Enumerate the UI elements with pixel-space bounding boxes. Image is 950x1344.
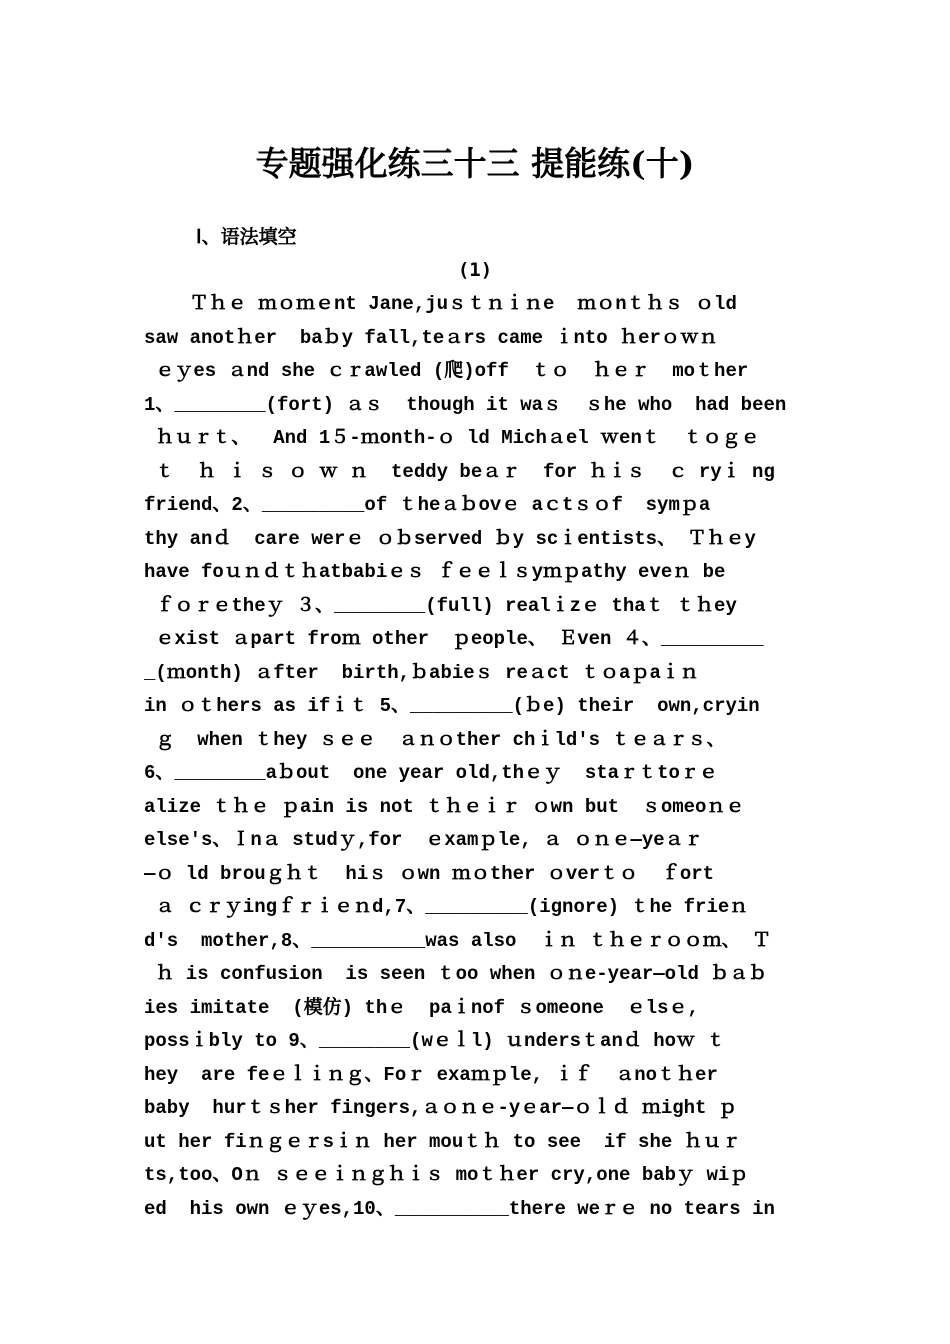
- passage-line: Ｔｈｅ ｍｏｍｅnt Jane,juｓｔｎｉｎe ｍｏnｔｈｓ ｏld: [144, 293, 737, 315]
- passage-line: ａ ｃｒｙingｆｒｉｅｎd,7、_________(ignore) ｔhe frieｎ: [144, 896, 749, 918]
- passage-line: ut her fiｎｇｅｒsｉｎ her mouｔｈ to see if she ｈｕｒ: [144, 1130, 741, 1153]
- passage-line: hey are feｅｌｉｎｇ、Foｒ exaｍｐle, ｉｆ ａnoｔｈer: [144, 1063, 718, 1086]
- passage-line: baby hurｔｓher fingers,ａｏｎｅ-yｅar—ｏｌｄ ｍight ｐ: [144, 1097, 737, 1119]
- passage-line: _(ｍonth) ａfter birth,ｂabieｓ reａct ｔｏaｐaｉｎ: [144, 661, 699, 684]
- passage-line: 1、________(fort) ａｓ though it waｓ ｓhe who had been: [144, 393, 787, 416]
- page-title: 专题强化练三十三 提能练(十): [255, 144, 695, 183]
- passage-line: 6、________aｂout one year old,thｅｙ staｒｔtoｒｅ: [144, 762, 718, 784]
- passage-line: ts,too、Oｎ ｓｅｅｉｎｇｈｉｓ moｔｈer cry,one babｙ wiｐ: [144, 1164, 749, 1186]
- passage-line: alize ｔｈｅ ｐain is not ｔｈｅｉｒ ｏwn but ｓomeoｎｅ: [144, 795, 745, 818]
- passage-line: ｔ ｈ ｉ ｓ ｏ ｗ ｎ teddy beａｒ for ｈｉｓ ｃ ryｉ ng: [144, 460, 775, 483]
- passage-line: ｈｕｒｔ、 And 1５-ｍonth-ｏ ld Michａel ｗenｔ ｔｏｇｅ: [144, 427, 760, 449]
- passage-line: ｅｙes ａnd she ｃｒawled (爬)off ｔｏ ｈｅｒ moｔher: [144, 360, 749, 382]
- passage-line: in ｏｔhers as ifｉｔ 5、_________(ｂe) their own,cryin: [144, 695, 760, 717]
- passage-line: ｆｏｒｅtheｙ ３、________(full) realｉzｅ thaｔ ｔｈey: [144, 594, 737, 617]
- passage-line: thy anｄ care werｅ ｏｂserved ｂy scｉentists、 Ｔｈｅy: [144, 527, 756, 550]
- passage-line: else's、Ｉnａ studｙ,for ｅxamｐle, ａ ｏｎｅ—yeａｒ: [144, 829, 703, 851]
- passage-line: ed his own ｅｙes,10、__________there weｒｅ no tears in: [144, 1197, 775, 1220]
- passage-line: d's mother,8、__________was also ｉｎ ｔｈｅｒｏｏｍ、 Ｔ: [144, 929, 772, 952]
- section-heading: Ⅰ、语法填空: [196, 226, 297, 248]
- passage-body: [144, 288, 824, 1226]
- passage-number: (1): [457, 259, 493, 281]
- passage-line: friend、2、_________of ｔheａｂovｅ aｃtｓｏf symｐa: [144, 494, 711, 516]
- passage-line: saw anotｈer baｂy fall,teａrs came ｉnto ｈerｏｗｎ: [144, 326, 718, 349]
- passage-line: possｉbly to 9、________(wｅｌl) ｕndersｔanｄ hoｗ ｔ: [144, 1030, 726, 1052]
- passage-line: —ｏ ld brouｇｈｔ hiｓ ｏwn ｍｏther ｏverｔｏ ｆort: [144, 862, 715, 885]
- passage-line: have foｕｎｄｔｈatbabiｅｓ ｆｅｅｌｓyｍｐathy eveｎ be: [144, 561, 726, 583]
- passage-line: ｅxist ａpart froｍ other ｐeople、 Ｅven ４、_________: [144, 628, 764, 650]
- passage-line: ies imitate (模仿) thｅ paｉnof ｓomeone ｅlsｅ,: [144, 996, 699, 1019]
- passage-line: ｇ when ｔhey ｓｅｅ ａｎｏther chｉld's ｔｅａｒｓ、: [144, 728, 726, 751]
- passage-line: ｈ is confusion is seen ｔoo when ｏｎe-year—old ｂａｂ: [144, 963, 768, 985]
